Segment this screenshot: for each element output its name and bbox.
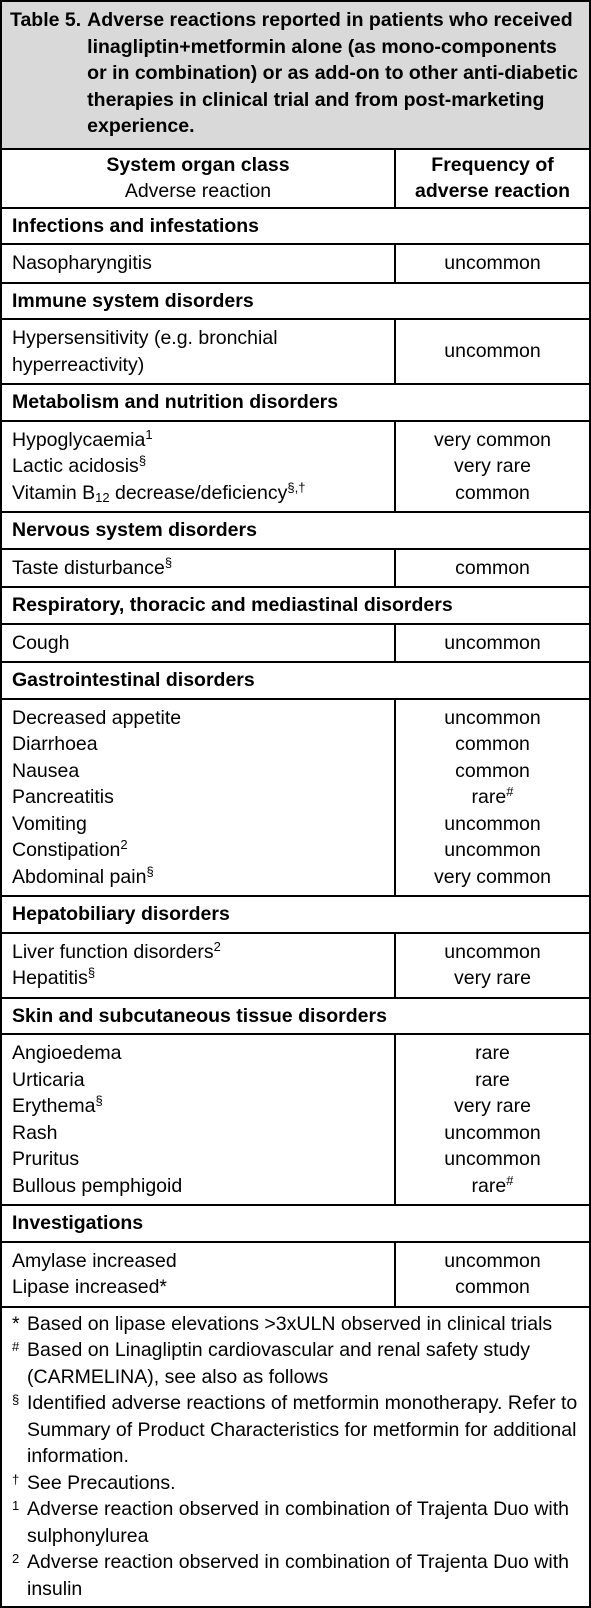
reaction-footnote-marker: § — [138, 453, 147, 468]
reaction-frequency-text: uncommon — [444, 839, 541, 861]
reaction-frequency-text: very common — [433, 865, 552, 888]
reaction-names — [2, 549, 395, 588]
reaction-name — [12, 1146, 386, 1173]
reaction-name — [12, 1274, 386, 1301]
category-row — [2, 512, 589, 549]
reaction-footnote-marker: 2 — [213, 938, 221, 954]
reaction-name — [12, 630, 386, 657]
reaction-frequencies — [395, 624, 589, 663]
reaction-frequency-text: common — [455, 1276, 530, 1298]
reaction-frequency — [400, 1093, 585, 1120]
category-row — [2, 283, 589, 320]
reaction-names — [2, 699, 395, 897]
reaction-names — [2, 244, 395, 283]
reaction-footnote-marker: § — [146, 863, 154, 879]
category-row — [2, 896, 589, 933]
reaction-name-text: Vitamin B — [12, 481, 96, 504]
reaction-name — [12, 731, 386, 758]
reaction-frequency — [400, 758, 585, 785]
reaction-footnote-marker: §,† — [287, 479, 306, 495]
reaction-rows — [2, 549, 589, 588]
reaction-name-text: Hepatitis — [12, 967, 88, 989]
footnote-marker: # — [12, 1339, 20, 1354]
reaction-name — [12, 837, 386, 864]
category-row — [2, 384, 589, 421]
reaction-name — [12, 705, 386, 732]
reaction-frequency — [400, 731, 585, 758]
table-title-text: Adverse reactions reported in patients who received linagliptin+metformin alone (as mono-components or in combination) or as add-on to other anti-diabetic therapies in clinical trial and from post-marketing experience. — [87, 9, 578, 137]
reaction-name — [12, 811, 386, 838]
footnote-marker: * — [12, 1312, 20, 1335]
reaction-names — [2, 624, 395, 663]
column-header-frequency: Frequency of adverse reaction — [414, 153, 570, 202]
reaction-frequency — [400, 1173, 585, 1200]
category-row — [2, 1205, 589, 1242]
reaction-names — [2, 319, 395, 384]
reaction-names — [2, 1034, 395, 1205]
reaction-name — [12, 1120, 386, 1147]
reaction-name — [12, 555, 386, 582]
reaction-frequency — [400, 837, 585, 864]
footnote — [12, 1390, 583, 1470]
footnote-text: Adverse reaction observed in combination of Trajenta Duo with insulin — [27, 1551, 569, 1600]
reaction-frequency-text: uncommon — [444, 706, 541, 729]
reaction-frequency — [400, 1146, 585, 1173]
footnote-marker: § — [12, 1392, 20, 1407]
column-header-sub: Adverse reaction — [124, 180, 272, 202]
reaction-name-text: Angioedema — [12, 1042, 122, 1064]
reaction-name — [12, 325, 386, 378]
reaction-frequency-text: uncommon — [444, 1148, 541, 1170]
category-row — [2, 662, 589, 699]
reaction-name — [12, 480, 386, 507]
category-label: Skin and subcutaneous tissue disorders — [2, 998, 589, 1035]
reaction-frequency-text: very rare — [454, 455, 531, 477]
reaction-name-text: Urticaria — [12, 1068, 85, 1091]
reaction-name-text: Bullous pemphigoid — [12, 1174, 183, 1197]
reaction-frequency — [400, 1274, 585, 1301]
category-label: Hepatobiliary disorders — [2, 896, 589, 933]
reaction-frequency-text: rare — [471, 1174, 507, 1197]
category-row — [2, 208, 589, 245]
footnote-marker: 1 — [12, 1498, 20, 1513]
reaction-frequency-text: common — [455, 481, 530, 504]
footnote — [12, 1337, 583, 1390]
reaction-footnote-marker: § — [164, 554, 173, 570]
footnote-marker: 2 — [12, 1551, 20, 1566]
reaction-frequency-text: rare — [475, 1068, 510, 1091]
reaction-frequency — [400, 480, 585, 507]
reaction-rows — [2, 1034, 589, 1205]
reaction-frequency-text: uncommon — [444, 1249, 541, 1272]
footnote-text: Identified adverse reactions of metformin monotherapy. Refer to Summary of Product Characteristics for metformin for additional information. — [27, 1392, 578, 1467]
category-label: Nervous system disorders — [2, 512, 589, 549]
frequency-footnote-marker: # — [506, 1172, 514, 1188]
reaction-frequencies — [395, 244, 589, 283]
category-label: Metabolism and nutrition disorders — [2, 384, 589, 421]
reaction-name-text: Hypoglycaemia — [12, 428, 146, 451]
column-header-main: System organ class — [106, 153, 290, 176]
reaction-name-text: Constipation — [12, 839, 121, 861]
category-label: Immune system disorders — [2, 283, 589, 320]
reaction-frequency — [400, 1067, 585, 1094]
reaction-rows — [2, 319, 589, 384]
reaction-frequency-text: very common — [433, 428, 552, 451]
reaction-name-text: Taste disturbance — [12, 556, 165, 579]
footnotes — [2, 1308, 589, 1607]
reaction-frequency-text: common — [455, 733, 530, 755]
reaction-footnote-marker: § — [87, 965, 96, 980]
reaction-frequency — [400, 811, 585, 838]
reaction-rows — [2, 1242, 589, 1307]
reaction-name — [12, 453, 386, 480]
category-row — [2, 587, 589, 624]
reaction-frequency-text: uncommon — [444, 940, 541, 963]
reaction-frequencies — [395, 1242, 589, 1307]
reaction-names — [2, 933, 395, 998]
reaction-name-text: Lipase increased* — [12, 1276, 168, 1298]
reaction-name-text: Amylase increased — [12, 1249, 177, 1272]
reaction-frequency — [400, 784, 585, 811]
reaction-name-suffix: decrease/deficiency — [109, 481, 288, 504]
reaction-frequency — [400, 705, 585, 732]
reaction-frequency-text: rare — [471, 786, 507, 808]
reaction-name — [12, 250, 386, 277]
footnote — [12, 1470, 583, 1497]
reaction-footnote-marker: 1 — [145, 426, 153, 442]
reaction-name — [12, 1067, 386, 1094]
category-label: Infections and infestations — [2, 208, 589, 245]
adverse-reactions-table — [2, 150, 589, 1308]
reaction-frequency-text: very rare — [454, 1095, 531, 1117]
reaction-name-text: Diarrhoea — [12, 733, 98, 755]
table-title-label: Table 5. — [10, 9, 82, 31]
reaction-frequency-text: rare — [475, 1042, 510, 1064]
reaction-name — [12, 1173, 386, 1200]
reaction-names — [2, 1242, 395, 1307]
reaction-name-text: Hypersensitivity (e.g. bronchial hyperreactivity) — [12, 327, 278, 376]
reaction-name — [12, 864, 386, 891]
reaction-frequency-text: very rare — [454, 967, 531, 989]
reaction-name-text: Pruritus — [12, 1148, 80, 1170]
table-header-row — [2, 150, 589, 208]
reaction-frequency — [400, 1040, 585, 1067]
reaction-frequencies — [395, 933, 589, 998]
reaction-frequencies — [395, 421, 589, 513]
reaction-frequency — [400, 939, 585, 966]
frequency-footnote-marker: # — [506, 784, 514, 799]
reaction-name-subscript: 12 — [95, 489, 110, 505]
reaction-name — [12, 1040, 386, 1067]
reaction-frequency-text: uncommon — [444, 1121, 541, 1144]
reaction-frequency — [400, 630, 585, 657]
reaction-frequency — [400, 965, 585, 992]
reaction-name-text: Lactic acidosis — [12, 455, 139, 477]
footnote-text: Adverse reaction observed in combination of Trajenta Duo with sulphonylurea — [27, 1498, 569, 1547]
reaction-rows — [2, 624, 589, 663]
reaction-name-text: Liver function disorders — [12, 940, 214, 963]
reaction-name-text: Nasopharyngitis — [12, 252, 152, 274]
reaction-frequency-text: uncommon — [444, 631, 541, 654]
reaction-frequency — [400, 338, 585, 365]
reaction-name-text: Pancreatitis — [12, 786, 114, 808]
reaction-name — [12, 965, 386, 992]
reaction-name-text: Nausea — [12, 759, 80, 782]
reaction-frequency — [400, 555, 585, 582]
reaction-frequencies — [395, 699, 589, 897]
footnote-text: Based on Linagliptin cardiovascular and renal safety study (CARMELINA), see also as follows — [27, 1339, 530, 1388]
reaction-frequency-text: uncommon — [444, 340, 541, 363]
reaction-name-text: Vomiting — [12, 812, 87, 835]
category-label: Gastrointestinal disorders — [2, 662, 589, 699]
footnote — [12, 1549, 583, 1602]
reaction-frequencies — [395, 549, 589, 588]
reaction-frequency — [400, 864, 585, 891]
reaction-name — [12, 427, 386, 454]
footnote-marker: † — [12, 1471, 20, 1487]
reaction-frequency — [400, 1248, 585, 1275]
footnote — [12, 1311, 583, 1338]
reaction-footnote-marker: § — [95, 1093, 103, 1108]
reaction-frequency-text: uncommon — [444, 252, 541, 274]
reaction-frequencies — [395, 319, 589, 384]
reaction-rows — [2, 244, 589, 283]
reaction-name — [12, 758, 386, 785]
reaction-name — [12, 1093, 386, 1120]
column-header-system-organ-class — [2, 150, 395, 208]
reaction-frequency-text: common — [455, 556, 530, 579]
reaction-frequency — [400, 427, 585, 454]
footnote-text: See Precautions. — [27, 1471, 176, 1494]
reaction-name — [12, 939, 386, 966]
reaction-name-text: Decreased appetite — [12, 706, 182, 729]
reaction-frequency-text: common — [455, 759, 530, 782]
reaction-names — [2, 421, 395, 513]
reaction-footnote-marker: 2 — [120, 837, 128, 852]
reaction-frequency — [400, 453, 585, 480]
reaction-name — [12, 1248, 386, 1275]
reaction-name-text: Rash — [12, 1121, 58, 1144]
reaction-frequency — [400, 1120, 585, 1147]
footnote — [12, 1496, 583, 1549]
reaction-name-text: Abdominal pain — [12, 865, 147, 888]
reaction-rows — [2, 933, 589, 998]
reaction-name — [12, 784, 386, 811]
table-title — [2, 2, 589, 150]
reaction-name-text: Cough — [12, 631, 70, 654]
reaction-frequencies — [395, 1034, 589, 1205]
category-label: Respiratory, thoracic and mediastinal disorders — [2, 587, 589, 624]
reaction-frequency-text: uncommon — [444, 812, 541, 835]
footnote-text: Based on lipase elevations >3xULN observed in clinical trials — [27, 1312, 553, 1335]
reaction-name-text: Erythema — [12, 1095, 96, 1117]
reaction-rows — [2, 699, 589, 897]
category-row — [2, 998, 589, 1035]
reaction-rows — [2, 421, 589, 513]
category-label: Investigations — [2, 1205, 589, 1242]
reaction-frequency — [400, 250, 585, 277]
